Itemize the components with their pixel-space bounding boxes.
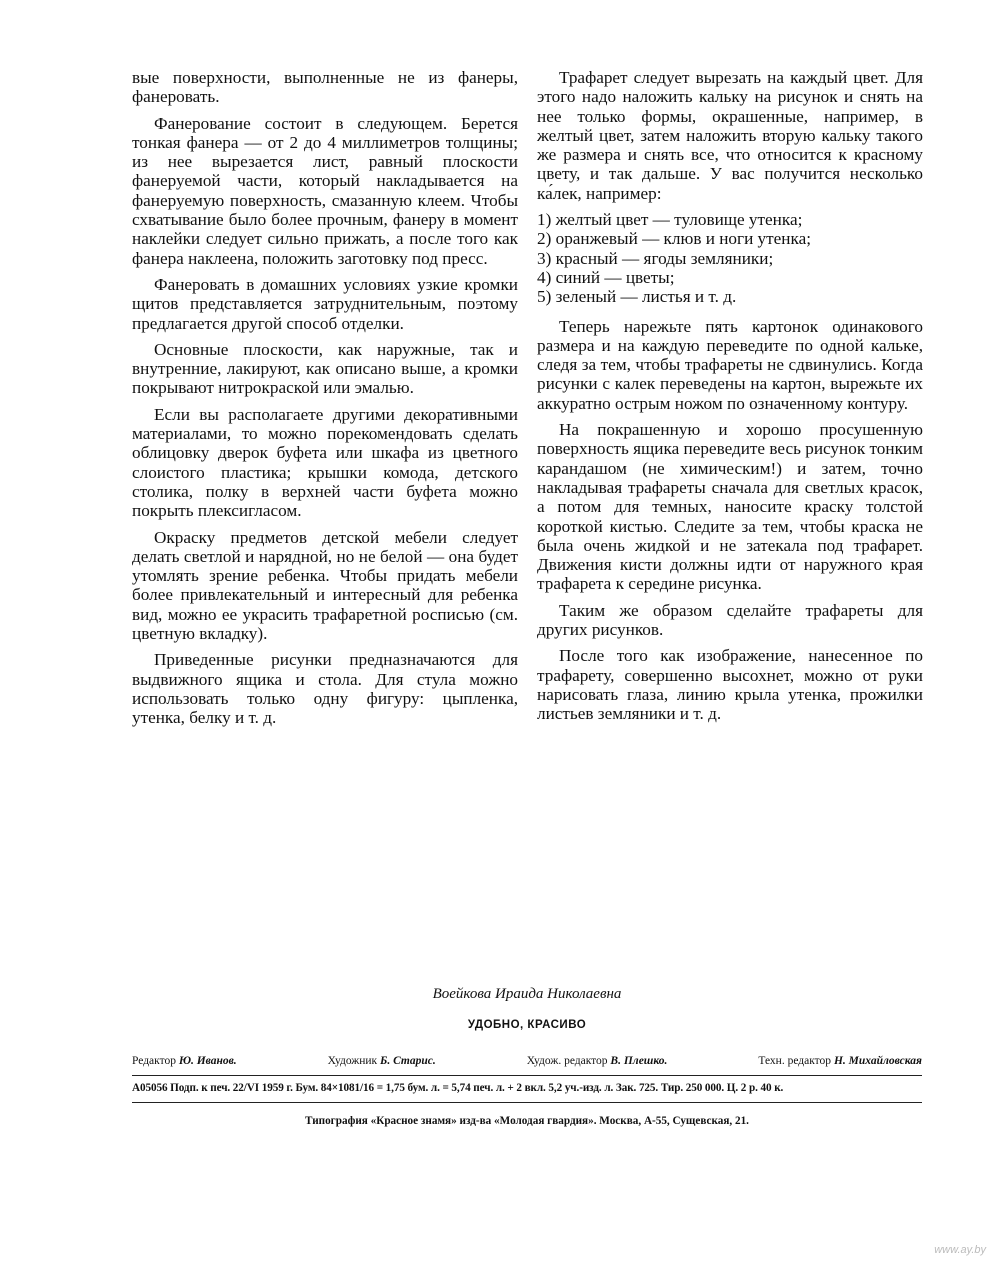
- paragraph: Фанеровать в домашних условиях узкие кромки щитов представляется затруднительным, поэтому предлагается другой способ отделки.: [132, 274, 518, 333]
- paragraph: Трафарет следует вырезать на каждый цвет. Для этого надо наложить кальку на рисунок и снять на нее только формы, окрашенные, например, в желтый цвет, затем наложить вторую кальку такого же размера и снять все, что относится к красному цвету, и так дальше. У вас получится несколько ка́лек, например:: [537, 68, 923, 203]
- watermark: www.ay.by: [934, 1244, 986, 1256]
- paragraph: На покрашенную и хорошо просушенную поверхность ящика переведите весь рисунок тонким карандашом (не химическим!) и затем, точно накладывая трафареты сначала для светлых красок, а потом для темных, наносите краску толстой короткой кистью. Следите за тем, чтобы краска не была очень жидкой и не затекала под трафарет. Движения кисти должны идти от наружного края трафарета к середине рисунка.: [537, 420, 923, 594]
- divider: [132, 1102, 922, 1103]
- colophon: [132, 986, 922, 1127]
- list-item: 1) желтый цвет — туловище утенка;: [537, 210, 803, 230]
- print-details: А05056 Подп. к печ. 22/VI 1959 г. Бум. 84×1081/16 = 1,75 бум. л. = 5,74 печ. л. + 2 вкл. 5,2 уч.-изд. л. Зак. 725. Тир. 250 000. Ц. 2 р. 40 к.: [132, 1082, 784, 1094]
- book-title: УДОБНО, КРАСИВО: [467, 1019, 587, 1031]
- credit-art-editor: Худож. редактор В. Плешко.: [526, 1055, 668, 1067]
- printing-house: Типография «Красное знамя» изд-ва «Молодая гвардия». Москва, А-55, Сущевская, 21.: [305, 1115, 749, 1127]
- list-item: 4) синий — цветы;: [537, 267, 675, 287]
- list-item: 3) красный — ягоды земляники;: [537, 248, 774, 268]
- paragraph: Таким же образом сделайте трафареты для других рисунков.: [537, 600, 923, 640]
- staff-credits: [132, 1055, 922, 1067]
- credit-artist: Художник Б. Старис.: [327, 1055, 436, 1067]
- paragraph: Основные плоскости, как наружные, так и внутренние, лакируют, как описано выше, а кромки покрывают нитрокраской или эмалью.: [132, 339, 518, 398]
- color-list: [537, 210, 923, 306]
- right-column: [537, 68, 923, 731]
- credit-tech-editor: Техн. редактор Н. Михайловская: [758, 1055, 922, 1067]
- left-column: [132, 68, 518, 735]
- paragraph: вые поверхности, выполненные не из фанеры, фанеровать.: [132, 68, 518, 107]
- divider: [132, 1075, 922, 1076]
- author-name: Воейкова Ираида Николаевна: [432, 986, 622, 1002]
- paragraph: Фанерование состоит в следующем. Берется тонкая фанера — от 2 до 4 миллиметров толщины; из нее вырезается лист, равный плоскости фанеруемой части, который накладывается на фанеруемую поверхность, смазанную клеем. Чтобы схватывание было более прочным, фанеру в момент наклейки следует сильно прижать, а после того как фанера наклеена, положить заготовку под пресс.: [132, 113, 518, 268]
- paragraph: Приведенные рисунки предназначаются для выдвижного ящика и стола. Для стула можно использовать только одну фигуру: цыпленка, утенка, белку и т. д.: [132, 650, 518, 728]
- paragraph: Окраску предметов детской мебели следует делать светлой и нарядной, но не белой — она будет утомлять зрение ребенка. Чтобы придать мебели более привлекательный и интересный для ребенка вид, можно ее украсить трафаретной росписью (см. цветную вкладку).: [132, 527, 518, 644]
- paragraph: После того как изображение, нанесенное по трафарету, совершенно высохнет, можно от руки нарисовать глаза, линию крыла утенка, прожилки листьев земляники и т. д.: [537, 646, 923, 724]
- list-item: 2) оранжевый — клюв и ноги утенка;: [537, 229, 811, 249]
- paragraph: Если вы располагаете другими декоративными материалами, то можно порeкомендовать сделать облицовку дверок буфета или шкафа из цветного слоистого пластика; крышки комода, детского столика, полку в верхней части буфета можно покрыть плексигласом.: [132, 404, 518, 521]
- list-item: 5) зеленый — листья и т. д.: [537, 287, 737, 307]
- paragraph: Теперь нарежьте пять картонок одинакового размера и на каждую переведите по одной кальке, следя за тем, чтобы трафареты не сдвинулись. Когда рисунки с калек переведены на картон, вырежьте их аккуратно острым ножом по означенному контуру.: [537, 316, 923, 413]
- credit-editor: Редактор Ю. Иванов.: [132, 1055, 237, 1067]
